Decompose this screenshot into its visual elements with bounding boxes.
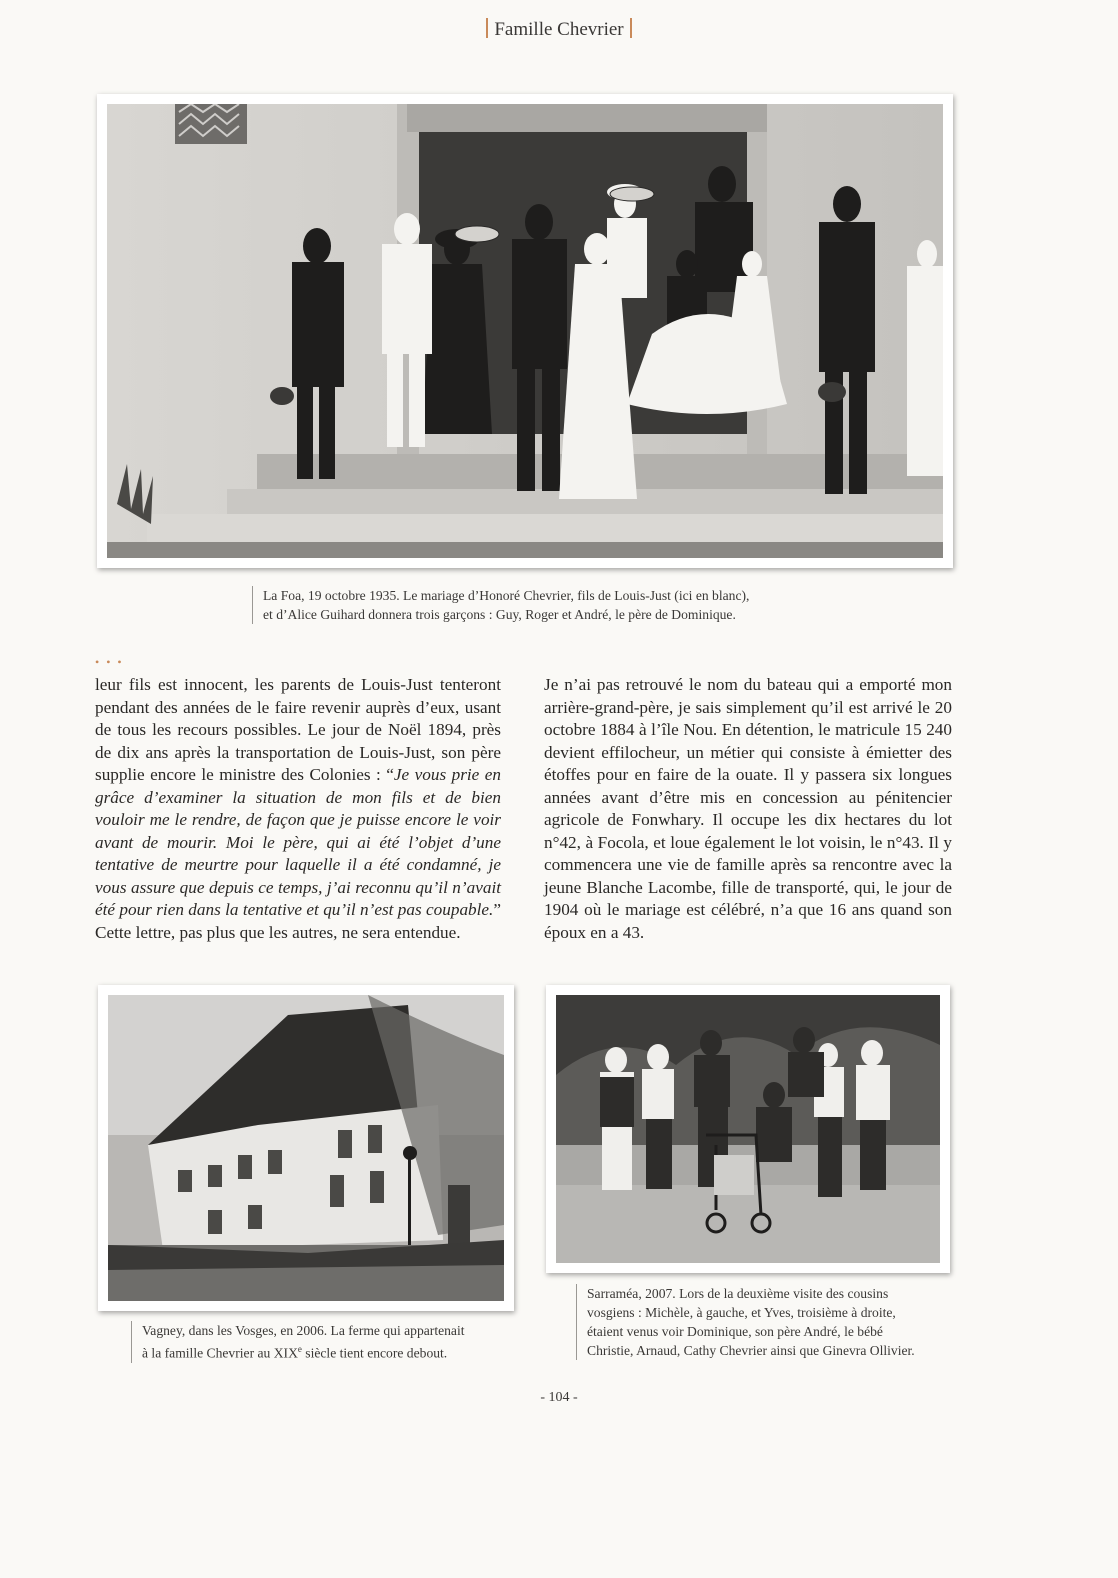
header-divider-left [486,18,488,38]
family-group-photo-image [556,995,940,1263]
farmhouse-caption-line-2 [142,1340,465,1363]
wedding-photo [97,94,953,568]
family-group-photo-caption [576,1284,915,1360]
left-text-outro: ” Cette lettre, pas plus que les autres, ne sera entendue. [95,900,501,942]
wedding-photo-image [107,104,943,558]
farmhouse-photo-caption [131,1321,465,1363]
family-group-photo [546,985,950,1273]
farmhouse-photo [98,985,514,1311]
wedding-caption-line-1: La Foa, 19 octobre 1935. Le mariage d’Honoré Chevrier, fils de Louis-Just (ici en blanc), [263,588,750,603]
family-caption-line-4: Christie, Arnaud, Cathy Chevrier ainsi que Ginevra Ollivier. [587,1343,915,1358]
wedding-caption-line-2: et d’Alice Guihard donnera trois garçons : Guy, Roger et André, le père de Dominique. [263,607,736,622]
farmhouse-caption-line-1: Vagney, dans les Vosges, en 2006. La ferme qui appartenait [142,1323,465,1338]
wedding-photo-caption [252,586,749,624]
header-divider-right [630,18,632,38]
farmhouse-caption-text-1: à la famille Chevrier au XIX [142,1345,298,1361]
left-text-quote: Je vous prie en grâce d’examiner la situation de mon fils et de bien vouloir me le rendre, de façon que je puisse encore le voir avant de mourir. Moi le père, qui ai été l’objet d’une tentative de meurtre pour laquelle il a été condamné, je vous assure que depuis ce temps, j’ai reconnu qu’il n’avait été pour rien dans la tentative et qu’il n’est pas coupable. [95,765,502,919]
farmhouse-photo-image [108,995,504,1301]
right-text-body: Je n’ai pas retrouvé le nom du bateau qui a emporté mon arrière-grand-père, je sais simplement qu’il est arrivé le 20 octobre 1884 à l’île Nou. En détention, le matricule 15 240 devient effilocheur, un métier qui consiste à émietter des étoffes pour en faire de la ouate. Il y passera six longues années avant d’être mis en concession au pénitencier agricole de Fonwhary. Il occupe les dix hectares du lot n°42, à Focola, et loue également le lot voisin, le n°43. Il y commencera une vie de famille après sa rencontre avec la jeune Blanche Lacombe, fille de transporté, qui, le jour de 1904 où le mariage est célébré, n’a que 16 ans quand son époux en a 43. [544,675,952,942]
family-caption-line-2: vosgiens : Michèle, à gauche, et Yves, troisième à droite, [587,1305,896,1320]
left-text-column [95,674,501,944]
left-text-intro: leur fils est innocent, les parents de Louis-Just tenteront pendant des années de le faire revenir auprès d’eux, usant de tous les recours possibles. Le jour de Noël 1894, près de dix ans après la transportation de Louis-Just, son père supplie encore le ministre des Colonies : “ [95,675,501,784]
century-superscript: e [297,1344,302,1354]
family-caption-line-3: étaient venus voir Dominique, son père André, le bébé [587,1324,883,1339]
right-text-column [544,674,952,944]
page-number: - 104 - [540,1390,578,1405]
section-ornament: • • • [95,655,124,669]
farmhouse-caption-text-2: siècle tient encore debout. [301,1345,448,1361]
family-caption-line-1: Sarraméa, 2007. Lors de la deuxième visite des cousins [587,1286,889,1301]
header-title: Famille Chevrier [494,19,624,40]
running-header [0,18,1118,41]
